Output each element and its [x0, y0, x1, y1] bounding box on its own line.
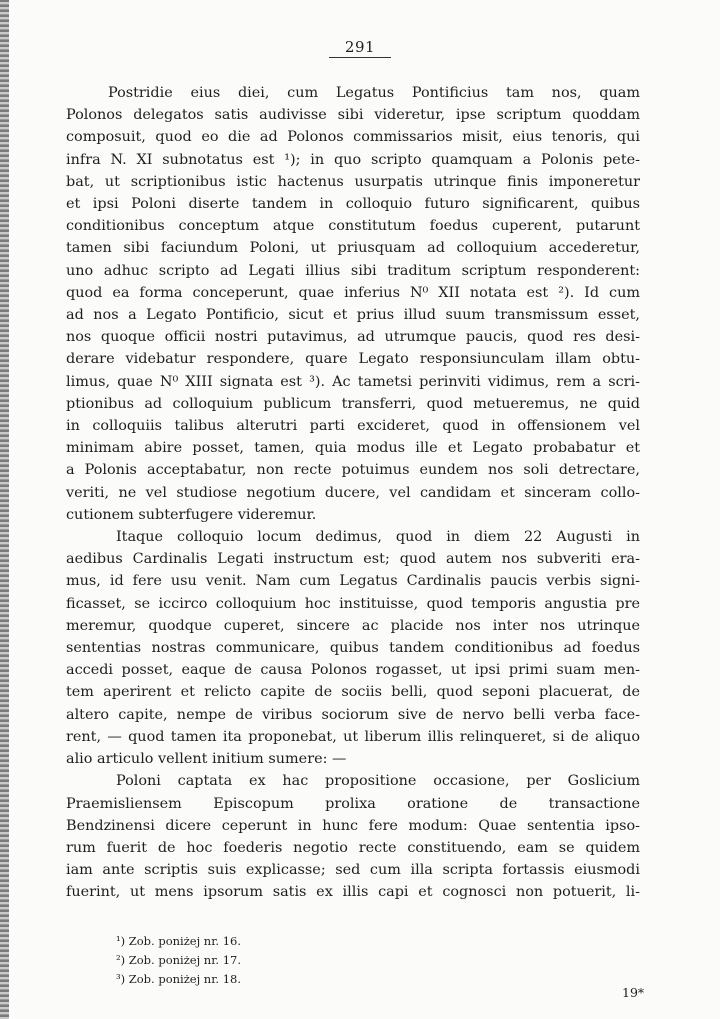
text-line: Postridie eius diei, cum Legatus Pontificius tam nos, quam [108, 85, 640, 101]
text-line: Bendzinensi dicere ceperunt in hunc fere modum: Quae sententia ipso- [66, 817, 640, 834]
text-line: ptionibus ad colloquium publicum transferri, quod metueremus, ne quid [66, 395, 640, 412]
text-line: veriti, ne vel studiose negotium ducere, vel candidam et sinceram collo- [66, 484, 640, 501]
text-line: fuerint, ut mens ipsorum satis ex illis capi et cognosci non potuerit, li- [66, 884, 640, 901]
text-line: minimam abire posset, tamen, quia modus ille et Legato probabatur et [66, 440, 640, 457]
text-line: mus, id fere usu venit. Nam cum Legatus Cardinalis paucis verbis signi- [66, 573, 640, 590]
text-line: limus, quae N⁰ XIII signata est ³). Ac tametsi perinviti vidimus, rem a scri- [66, 373, 640, 390]
text-line: bat, ut scriptionibus istic hactenus usurpatis utrinque finis imponeretur [66, 173, 640, 190]
text-line: tem aperirent et relicto capite de sociis belli, quod seponi placuerat, de [66, 684, 640, 701]
text-line: ad nos a Legato Pontificio, sicut et prius illud suum transmissum esset, [66, 307, 640, 324]
text-line: alio articulo vellent initium sumere: — [66, 751, 347, 768]
text-line: nos quoque officii nostri putavimus, ad utrumque paucis, quod res desi- [66, 329, 640, 346]
text-line: sententias nostras communicare, quibus tandem conditionibus ad foedus [66, 640, 640, 657]
text-line: rum fuerit de hoc foederis negotio recte constituendo, eam se quidem [66, 839, 640, 856]
footnotes [116, 932, 241, 989]
book-spine-edge [0, 0, 9, 1019]
text-line: derare videbatur respondere, quare Legato responsiunculam illam obtu- [66, 351, 640, 368]
text-line: quod ea forma conceperunt, quae inferius N⁰ XII notata est ²). Id cum [66, 284, 640, 301]
text-line: Poloni captata ex hac propositione occasione, per Goslicium [116, 773, 640, 790]
text-line: accedi posset, eaque de causa Polonos rogasset, ut ipsi primi suam men- [66, 662, 640, 679]
text-line: aedibus Cardinalis Legati instructum est; quod autem nos subveriti era- [66, 551, 640, 568]
text-line: Praemisliensem Episcopum prolixa oratione de transactione [66, 795, 640, 812]
text-line: uno adhuc scripto ad Legati illius sibi traditum scriptum responderent: [66, 262, 640, 279]
text-line: et ipsi Poloni diserte tandem in colloquio futuro significarent, quibus [66, 196, 640, 213]
text-line: composuit, quod eo die ad Polonos commissarios misit, eius tenoris, qui [66, 129, 640, 146]
text-line: tamen sibi faciundum Poloni, ut priusquam ad colloquium accederetur, [66, 240, 640, 257]
text-line: infra N. XI subnotatus est ¹); in quo scripto quamquam a Polonis pete- [66, 151, 640, 168]
footnote-1: ¹) Zob. poniżej nr. 16. [116, 934, 242, 948]
footnote-2: ²) Zob. poniżej nr. 17. [116, 953, 242, 967]
text-line: altero capite, nempe de viribus sociorum sive de nervo belli verba face- [66, 706, 640, 723]
text-line: rent, — quod tamen ita proponebat, ut liberum illis relinqueret, si de aliquo [66, 728, 640, 745]
text-line: Itaque colloquio locum dedimus, quod in diem 22 Augusti in [116, 529, 640, 546]
text-line: meremur, quodque cuperet, sincere ac placide nos inter nos utrinque [66, 617, 640, 634]
body-text [66, 82, 640, 904]
text-line: cutionem subterfugere videremur. [66, 506, 317, 523]
text-line: in colloquiis talibus alterutri parti excideret, quod in offensionem vel [66, 418, 640, 435]
printer-signature-mark: 19* [622, 985, 645, 1000]
text-line: Polonos delegatos satis audivisse sibi videretur, ipse scriptum quoddam [66, 107, 640, 124]
text-line: a Polonis acceptabatur, non recte potuimus eundem nos soli detrectare, [66, 462, 640, 479]
text-line: conditionibus conceptum atque constitutum foedus cuperent, putarunt [66, 218, 640, 235]
text-line: iam ante scriptis suis explicasse; sed cum illa scripta fortassis eiusmodi [66, 862, 640, 879]
text-line: ficasset, se iccirco colloquium hoc instituisse, quod temporis angustia pre [66, 595, 640, 612]
footnote-3: ³) Zob. poniżej nr. 18. [116, 972, 242, 986]
page-number: 291 [0, 38, 720, 58]
